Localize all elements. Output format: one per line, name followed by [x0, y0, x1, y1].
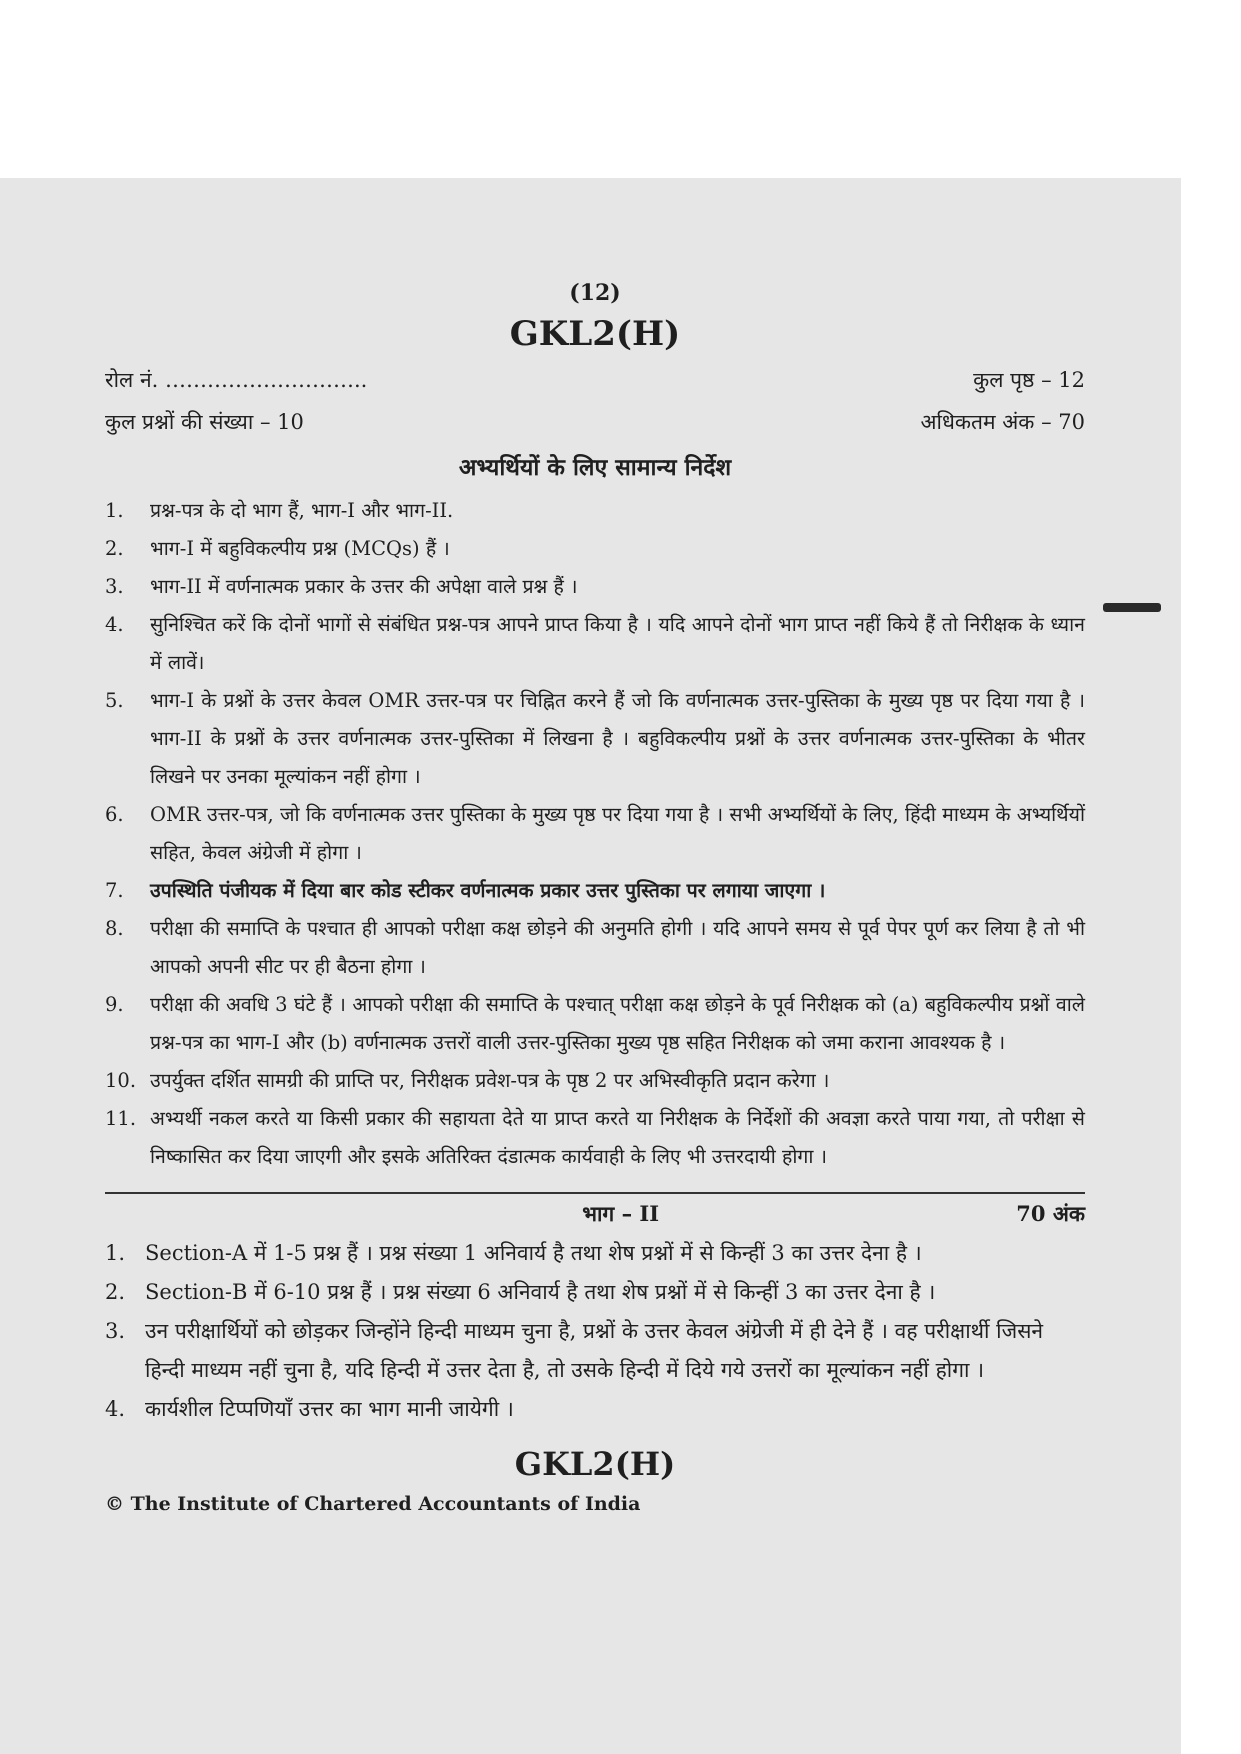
item-text: भाग-I में बहुविकल्पीय प्रश्न (MCQs) हैं ।	[150, 537, 450, 560]
item-number: 11.	[105, 1107, 137, 1130]
part2-list	[105, 1234, 1085, 1429]
item-text: सुनिश्चित करें कि दोनों भागों से संबंधित प्रश्न-पत्र आपने प्राप्त किया है । यदि आपने दोनों भाग प्राप्त नहीं किये हैं तो निरीक्षक के ध्यान में लावें।	[150, 613, 1085, 674]
instruction-item	[105, 492, 1085, 530]
item-number: 1.	[105, 1241, 126, 1265]
part2-item	[105, 1312, 1085, 1390]
exam-paper	[105, 280, 1085, 1515]
item-text: परीक्षा की समाप्ति के पश्चात ही आपको परीक्षा कक्ष छोड़ने की अनुमति होगी । यदि आपने समय से पूर्व पेपर पूर्ण कर लिया है तो भी आपको अपनी सीट पर ही बैठना होगा ।	[150, 917, 1085, 978]
item-text: भाग-II में वर्णनात्मक प्रकार के उत्तर की अपेक्षा वाले प्रश्न हैं ।	[150, 575, 578, 598]
item-number: 2.	[105, 537, 124, 560]
item-number: 8.	[105, 917, 124, 940]
part2-item	[105, 1273, 1085, 1312]
copyright: © The Institute of Chartered Accountants of India	[105, 1493, 641, 1515]
item-text: उपस्थिति पंजीयक में दिया बार कोड स्टीकर वर्णनात्मक प्रकार उत्तर पुस्तिका पर लगाया जाएगा ।	[150, 879, 826, 902]
paper-code: GKL2(H)	[509, 314, 681, 354]
item-number: 4.	[105, 1397, 126, 1421]
instructions-heading: अभ्यर्थियों के लिए सामान्य निर्देश	[458, 454, 732, 481]
header-row-1	[105, 366, 1085, 394]
item-text: परीक्षा की अवधि 3 घंटे हैं । आपको परीक्षा की समाप्ति के पश्चात् परीक्षा कक्ष छोड़ने के पूर्व निरीक्षक को (a) बहुविकल्पीय प्रश्नों वाले प्रश्न-पत्र का भाग-I और (b) वर्णनात्मक उत्तरों वाली उत्तर-पुस्तिका मुख्य पृष्ठ सहित निरीक्षक को जमा कराना आवश्यक है ।	[150, 993, 1085, 1054]
item-number: 9.	[105, 993, 124, 1016]
instruction-item	[105, 1062, 1085, 1100]
item-text: Section-A में 1-5 प्रश्न हैं । प्रश्न संख्या 1 अनिवार्य है तथा शेष प्रश्नों में से किन्हीं 3 का उत्तर देना है ।	[145, 1241, 922, 1265]
item-text: OMR उत्तर-पत्र, जो कि वर्णनात्मक उत्तर पुस्तिका के मुख्य पृष्ठ पर दिया गया है । सभी अभ्यर्थियों के लिए, हिंदी माध्यम के अभ्यर्थियों सहित, केवल अंग्रेजी में होगा ।	[150, 803, 1085, 864]
instruction-item	[105, 872, 1085, 910]
instruction-item	[105, 530, 1085, 568]
item-number: 10.	[105, 1069, 137, 1092]
item-number: 7.	[105, 879, 124, 902]
instruction-item	[105, 682, 1085, 796]
part2-item	[105, 1234, 1085, 1273]
instruction-item	[105, 796, 1085, 872]
max-marks: अधिकतम अंक – 70	[920, 410, 1085, 434]
item-number: 1.	[105, 499, 124, 522]
part2-title: भाग – II	[582, 1201, 660, 1226]
instruction-item	[105, 1100, 1085, 1176]
item-number: 3.	[105, 1319, 126, 1343]
item-number: 3.	[105, 575, 124, 598]
item-text: भाग-I के प्रश्नों के उत्तर केवल OMR उत्तर-पत्र पर चिह्नित करने हैं जो कि वर्णनात्मक उत्तर-पुस्तिका के मुख्य पृष्ठ पर दिया गया है । भाग-II के प्रश्नों के उत्तर वर्णनात्मक उत्तर-पुस्तिका में लिखना है । बहुविकल्पीय प्रश्नों के उत्तर वर्णनात्मक उत्तर-पुस्तिका के भीतर लिखने पर उनका मूल्यांकन नहीं होगा ।	[150, 689, 1085, 788]
item-text: कार्यशील टिप्पणियाँ उत्तर का भाग मानी जायेगी ।	[145, 1397, 514, 1421]
part2-marks: 70 अंक	[1016, 1201, 1085, 1226]
paper-code-footer: GKL2(H)	[514, 1445, 676, 1483]
instruction-item	[105, 986, 1085, 1062]
part2-header	[105, 1200, 1085, 1228]
item-number: 4.	[105, 613, 124, 636]
item-number: 2.	[105, 1280, 126, 1304]
total-pages: कुल पृष्ठ – 12	[973, 368, 1085, 392]
item-text: Section-B में 6-10 प्रश्न हैं । प्रश्न संख्या 6 अनिवार्य है तथा शेष प्रश्नों में से किन्हीं 3 का उत्तर देना है ।	[145, 1280, 936, 1304]
item-text: उपर्युक्त दर्शित सामग्री की प्राप्ति पर, निरीक्षक प्रवेश-पत्र के पृष्ठ 2 पर अभिस्वीकृति प्रदान करेगा ।	[150, 1069, 830, 1092]
item-text: अभ्यर्थी नकल करते या किसी प्रकार की सहायता देते या प्राप्त करते या निरीक्षक के निर्देशों की अवज्ञा करते पाया गया, तो परीक्षा से निष्कासित कर दिया जाएगी और इसके अतिरिक्त दंडात्मक कार्यवाही के लिए भी उत्तरदायी होगा ।	[150, 1107, 1085, 1168]
instruction-item	[105, 910, 1085, 986]
total-questions: कुल प्रश्नों की संख्या – 10	[105, 410, 304, 434]
header-row-2	[105, 408, 1085, 436]
scan-mark	[1103, 603, 1161, 612]
part2-item	[105, 1390, 1085, 1429]
instructions-list	[105, 492, 1085, 1176]
page-number: (12)	[569, 280, 621, 306]
item-text: प्रश्न-पत्र के दो भाग हैं, भाग-I और भाग-II.	[150, 499, 454, 522]
item-number: 5.	[105, 689, 124, 712]
item-text: उन परीक्षार्थियों को छोड़कर जिन्होंने हिन्दी माध्यम चुना है, प्रश्नों के उत्तर केवल अंग्रेजी में ही देने हैं । वह परीक्षार्थी जिसने हिन्दी माध्यम नहीं चुना है, यदि हिन्दी में उत्तर देता है, तो उसके हिन्दी में दिये गये उत्तरों का मूल्यांकन नहीं होगा ।	[145, 1319, 1044, 1382]
section-divider	[105, 1192, 1085, 1194]
instruction-item	[105, 568, 1085, 606]
instruction-item	[105, 606, 1085, 682]
roll-number: रोल नं. ………………………..	[105, 368, 368, 392]
item-number: 6.	[105, 803, 124, 826]
